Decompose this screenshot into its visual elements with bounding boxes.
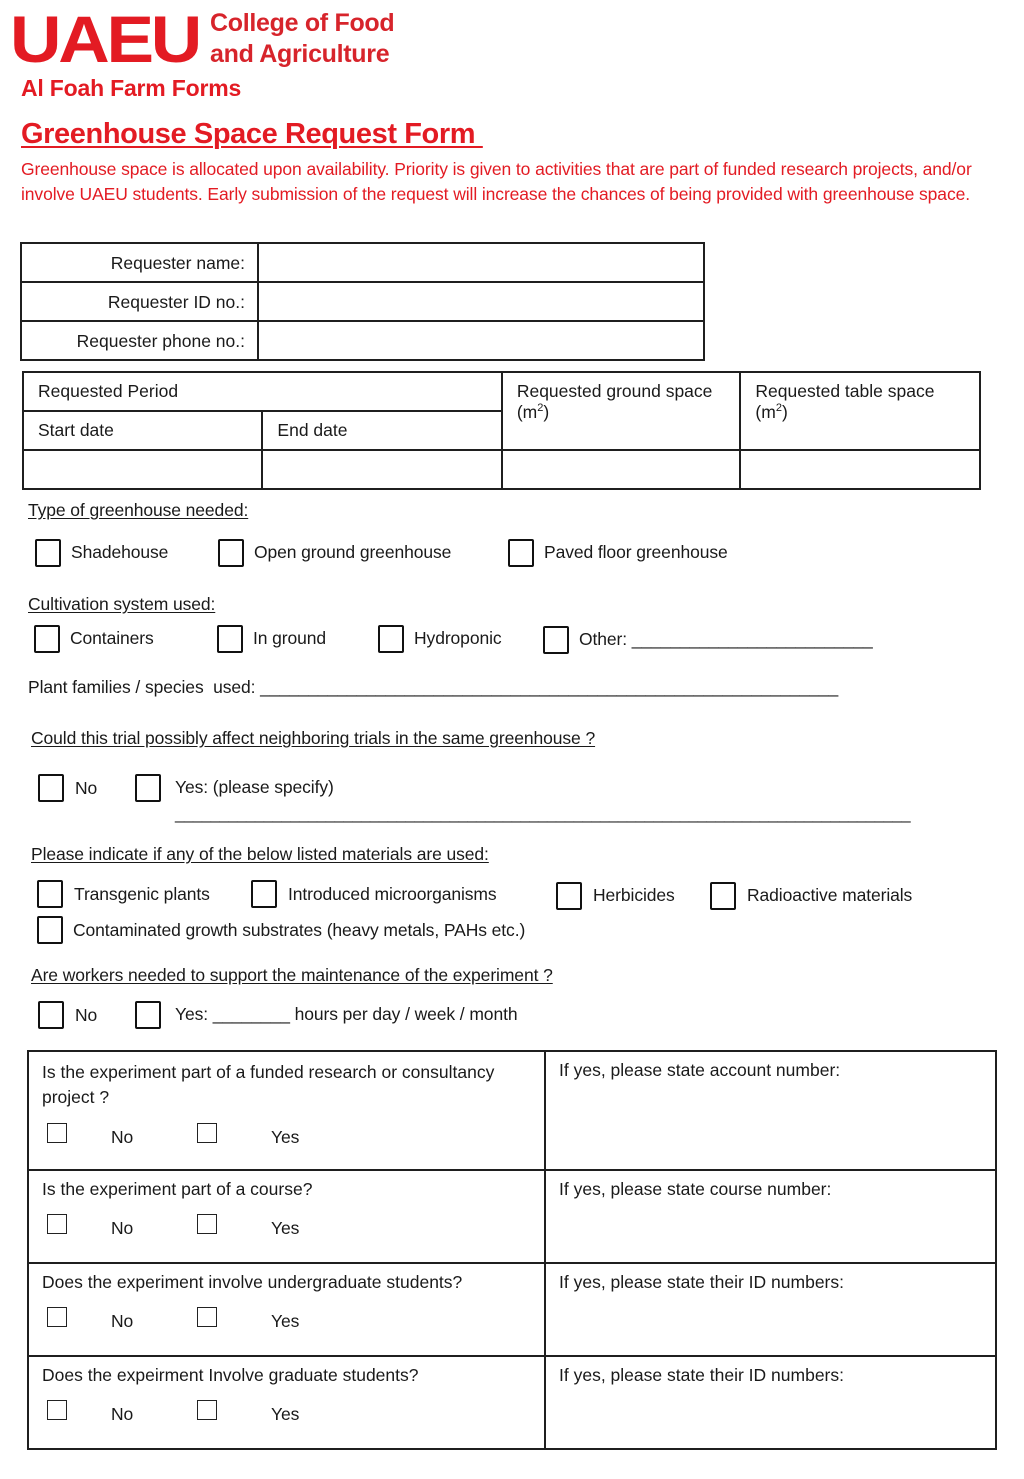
shadehouse-checkbox[interactable] bbox=[35, 539, 61, 567]
graduate-ids-prompt: If yes, please state their ID numbers: bbox=[559, 1365, 844, 1385]
transgenic-plants-checkbox[interactable] bbox=[37, 880, 63, 908]
open-ground-greenhouse-checkbox[interactable] bbox=[218, 539, 244, 567]
workers-heading: Are workers needed to support the maintenance of the experiment ? bbox=[31, 965, 553, 985]
paved-floor-greenhouse-label: Paved floor greenhouse bbox=[544, 542, 728, 562]
unit-close: ) bbox=[781, 402, 788, 422]
graduate-yes-checkbox[interactable] bbox=[197, 1400, 217, 1420]
requester-table bbox=[20, 242, 705, 361]
cultivation-heading: Cultivation system used: bbox=[28, 594, 216, 614]
table-space-field[interactable] bbox=[740, 450, 980, 489]
graduate-no-checkbox[interactable] bbox=[47, 1400, 67, 1420]
course-no-checkbox[interactable] bbox=[47, 1214, 67, 1234]
requester-id-field[interactable] bbox=[258, 282, 704, 321]
unit-open: (m bbox=[516, 402, 538, 422]
course-number-prompt: If yes, please state course number: bbox=[559, 1179, 832, 1199]
in-ground-label: In ground bbox=[253, 628, 327, 648]
start-date-field[interactable] bbox=[23, 450, 262, 489]
college-line-2: and Agriculture bbox=[210, 40, 390, 68]
funded-project-question-cell bbox=[28, 1051, 545, 1170]
start-date-header: Start date bbox=[23, 411, 262, 450]
unit-close: ) bbox=[543, 402, 550, 422]
other-label-field[interactable]: Other: _________________________ bbox=[579, 629, 873, 649]
introduced-microorganisms-checkbox[interactable] bbox=[251, 880, 277, 908]
undergraduate-no-checkbox[interactable] bbox=[47, 1307, 67, 1327]
neighbor-no-checkbox[interactable] bbox=[38, 774, 64, 802]
account-number-cell[interactable] bbox=[545, 1051, 996, 1170]
workers-yes-checkbox[interactable] bbox=[135, 1001, 161, 1029]
contaminated-substrates-checkbox[interactable] bbox=[37, 916, 63, 944]
uaeu-logo: UAEU bbox=[10, 2, 200, 76]
containers-label: Containers bbox=[70, 628, 154, 648]
workers-yes-hours-field[interactable]: Yes: ________ hours per day / week / month bbox=[175, 1004, 518, 1024]
undergraduate-question: Does the experiment involve undergraduate students? bbox=[42, 1272, 463, 1292]
end-date-field[interactable] bbox=[262, 450, 501, 489]
herbicides-checkbox[interactable] bbox=[556, 882, 582, 910]
requested-period-header: Requested Period bbox=[23, 372, 502, 411]
neighbor-effect-heading: Could this trial possibly affect neighboring trials in the same greenhouse ? bbox=[31, 728, 596, 748]
requester-id-row bbox=[21, 282, 704, 321]
college-name bbox=[210, 8, 394, 70]
farm-forms-subtitle: Al Foah Farm Forms bbox=[21, 75, 242, 101]
neighbor-no-label: No bbox=[75, 778, 98, 798]
shadehouse-label: Shadehouse bbox=[71, 542, 169, 562]
paved-floor-greenhouse-checkbox[interactable] bbox=[508, 539, 534, 567]
graduate-question-cell bbox=[28, 1356, 545, 1449]
undergraduate-ids-cell[interactable] bbox=[545, 1263, 996, 1356]
unit-superscript: 2 bbox=[537, 402, 544, 415]
course-no-label: No bbox=[111, 1218, 134, 1238]
undergraduate-row bbox=[28, 1263, 996, 1356]
other-checkbox[interactable] bbox=[543, 626, 569, 654]
funded-project-row bbox=[28, 1051, 996, 1170]
open-ground-greenhouse-label: Open ground greenhouse bbox=[254, 542, 452, 562]
graduate-ids-cell[interactable] bbox=[545, 1356, 996, 1449]
course-question: Is the experiment part of a course? bbox=[42, 1179, 313, 1199]
ground-space-label: Requested ground space bbox=[516, 381, 713, 401]
undergraduate-no-label: No bbox=[111, 1311, 134, 1331]
funded-yes-label: Yes bbox=[271, 1127, 300, 1147]
end-date-header: End date bbox=[262, 411, 501, 450]
greenhouse-type-heading: Type of greenhouse needed: bbox=[28, 500, 249, 520]
unit-open: (m bbox=[755, 402, 776, 422]
requester-name-label: Requester name: bbox=[21, 243, 258, 282]
unit-superscript: 2 bbox=[775, 402, 782, 415]
table-space-label: Requested table space bbox=[755, 381, 935, 401]
ground-space-header bbox=[502, 372, 741, 450]
hydroponic-checkbox[interactable] bbox=[378, 625, 404, 653]
neighbor-yes-checkbox[interactable] bbox=[135, 774, 161, 802]
plant-families-field[interactable]: Plant families / species used: ____________________________________________________________ bbox=[28, 677, 839, 697]
requester-name-row bbox=[21, 243, 704, 282]
introduced-microorganisms-label: Introduced microorganisms bbox=[288, 884, 497, 904]
radioactive-materials-checkbox[interactable] bbox=[710, 882, 736, 910]
contaminated-substrates-label: Contaminated growth substrates (heavy metals, PAHs etc.) bbox=[73, 920, 526, 940]
requester-id-label: Requester ID no.: bbox=[21, 282, 258, 321]
graduate-row bbox=[28, 1356, 996, 1449]
transgenic-plants-label: Transgenic plants bbox=[74, 884, 210, 904]
course-yes-label: Yes bbox=[271, 1218, 300, 1238]
page-title: Greenhouse Space Request Form bbox=[21, 118, 483, 150]
requester-name-field[interactable] bbox=[258, 243, 704, 282]
ground-space-field[interactable] bbox=[502, 450, 741, 489]
materials-heading: Please indicate if any of the below listed materials are used: bbox=[31, 844, 489, 864]
table-space-header bbox=[740, 372, 980, 450]
funded-no-checkbox[interactable] bbox=[47, 1123, 67, 1143]
graduate-no-label: No bbox=[111, 1404, 134, 1424]
college-line-1: College of Food bbox=[210, 9, 395, 37]
neighbor-yes-label: Yes: (please specify) bbox=[175, 777, 334, 797]
course-question-cell bbox=[28, 1170, 545, 1263]
course-yes-checkbox[interactable] bbox=[197, 1214, 217, 1234]
course-row bbox=[28, 1170, 996, 1263]
workers-no-label: No bbox=[75, 1005, 98, 1025]
undergraduate-yes-checkbox[interactable] bbox=[197, 1307, 217, 1327]
funded-project-question: Is the experiment part of a funded research or consultancy project ? bbox=[42, 1062, 495, 1107]
hydroponic-label: Hydroponic bbox=[414, 628, 502, 648]
undergraduate-question-cell bbox=[28, 1263, 545, 1356]
requester-phone-label: Requester phone no.: bbox=[21, 321, 258, 360]
funded-yes-checkbox[interactable] bbox=[197, 1123, 217, 1143]
requester-phone-field[interactable] bbox=[258, 321, 704, 360]
project-questions-table bbox=[27, 1050, 997, 1450]
course-number-cell[interactable] bbox=[545, 1170, 996, 1263]
radioactive-materials-label: Radioactive materials bbox=[747, 885, 913, 905]
containers-checkbox[interactable] bbox=[34, 625, 60, 653]
funded-no-label: No bbox=[111, 1127, 134, 1147]
undergraduate-ids-prompt: If yes, please state their ID numbers: bbox=[559, 1272, 844, 1292]
graduate-question: Does the expeirment Involve graduate students? bbox=[42, 1365, 419, 1385]
intro-text: Greenhouse space is allocated upon availability. Priority is given to activities that are part of funded research projects, and/or involve UAEU students. Early submission of the request will increase the chances of being provided with greenhouse space. bbox=[21, 159, 972, 205]
account-number-prompt: If yes, please state account number: bbox=[559, 1060, 841, 1080]
herbicides-label: Herbicides bbox=[593, 885, 675, 905]
requester-phone-row bbox=[21, 321, 704, 360]
undergraduate-yes-label: Yes bbox=[271, 1311, 300, 1331]
in-ground-checkbox[interactable] bbox=[217, 625, 243, 653]
workers-no-checkbox[interactable] bbox=[38, 1001, 64, 1029]
graduate-yes-label: Yes bbox=[271, 1404, 300, 1424]
period-space-table bbox=[22, 371, 981, 490]
neighbor-specify-line[interactable]: ___________________________________________________________________________________ bbox=[175, 804, 910, 823]
